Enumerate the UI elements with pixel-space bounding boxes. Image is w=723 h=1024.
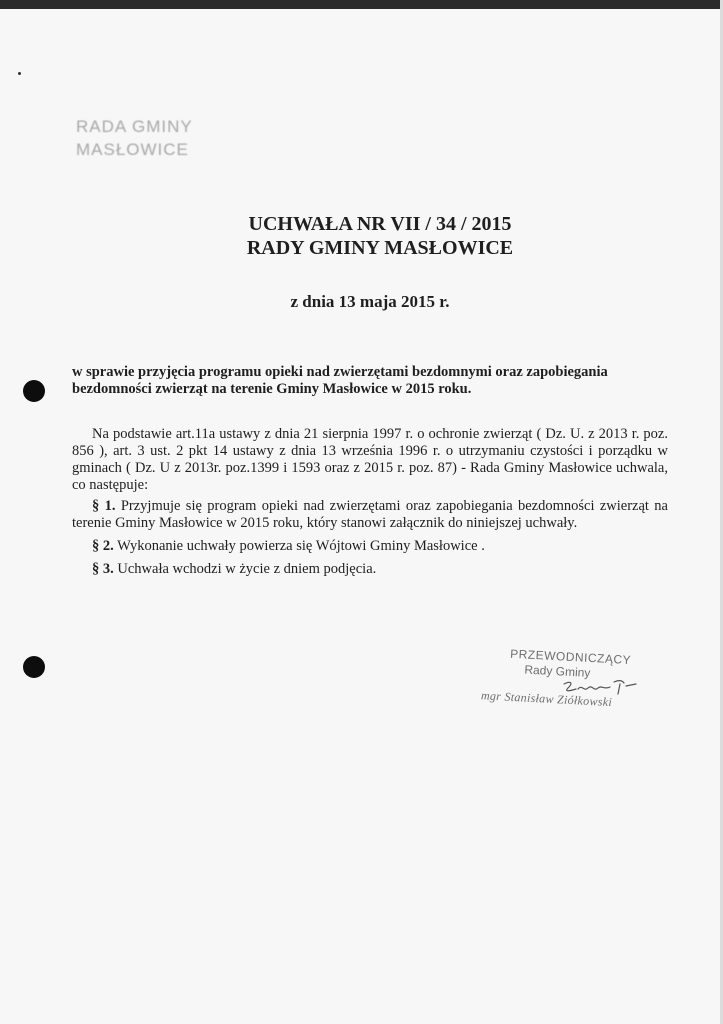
legal-basis-paragraph: Na podstawie art.11a ustawy z dnia 21 sierpnia 1997 r. o ochronie zwierząt ( Dz. U. z 2013 r. poz. 856 ), art. 3 ust. 2 pkt 14 ustawy z dnia 13 września 1996 r. o utrzymaniu czystości i porządku w gminach ( Dz. U z 2013r. poz.1399 i 1593 oraz z 2015 r. poz. 87) - Rada Gminy Masłowice uchwala, co następuje:	[72, 426, 668, 493]
signature-role: PRZEWODNICZĄCY	[509, 646, 632, 668]
paragraph-3-text: Uchwała wchodzi w życie z dniem podjęcia.	[117, 561, 377, 577]
paragraph-1-number: § 1.	[92, 498, 116, 514]
signature-name: mgr Stanisław Ziółkowski	[480, 688, 613, 710]
title-line-2: RADY GMINY MASŁOWICE	[246, 237, 514, 259]
handwritten-signature	[560, 676, 640, 700]
signature-body: Rady Gminy	[524, 662, 591, 680]
resolution-title	[180, 212, 580, 260]
paragraph-2-number: § 2.	[92, 538, 114, 554]
council-header-stamp	[76, 115, 193, 161]
scan-speck	[18, 72, 21, 75]
stamp-line-1: RADA GMINY	[76, 117, 193, 136]
scan-top-edge	[0, 0, 723, 9]
paragraph-3	[72, 561, 668, 578]
paragraph-1	[72, 498, 668, 532]
punch-hole-bottom	[23, 656, 45, 678]
paragraph-2	[72, 538, 668, 555]
punch-hole-top	[23, 380, 45, 402]
title-line-1: UCHWAŁA NR VII / 34 / 2015	[248, 213, 512, 235]
paragraph-2-text: Wykonanie uchwały powierza się Wójtowi Gminy Masłowice .	[117, 538, 485, 554]
stamp-line-2: MASŁOWICE	[76, 140, 189, 159]
paragraph-3-number: § 3.	[92, 561, 114, 577]
resolution-date: z dnia 13 maja 2015 r.	[290, 292, 450, 311]
resolution-subject: w sprawie przyjęcia programu opieki nad zwierzętami bezdomnymi oraz zapobiegania bezdomności zwierząt na terenie Gminy Masłowice w 2015 roku.	[72, 364, 608, 397]
paragraph-1-text: Przyjmuje się program opieki nad zwierzętami oraz zapobiegania bezdomności zwierząt na terenie Gminy Masłowice w 2015 roku, który stanowi załącznik do niniejszej uchwały.	[72, 498, 668, 531]
